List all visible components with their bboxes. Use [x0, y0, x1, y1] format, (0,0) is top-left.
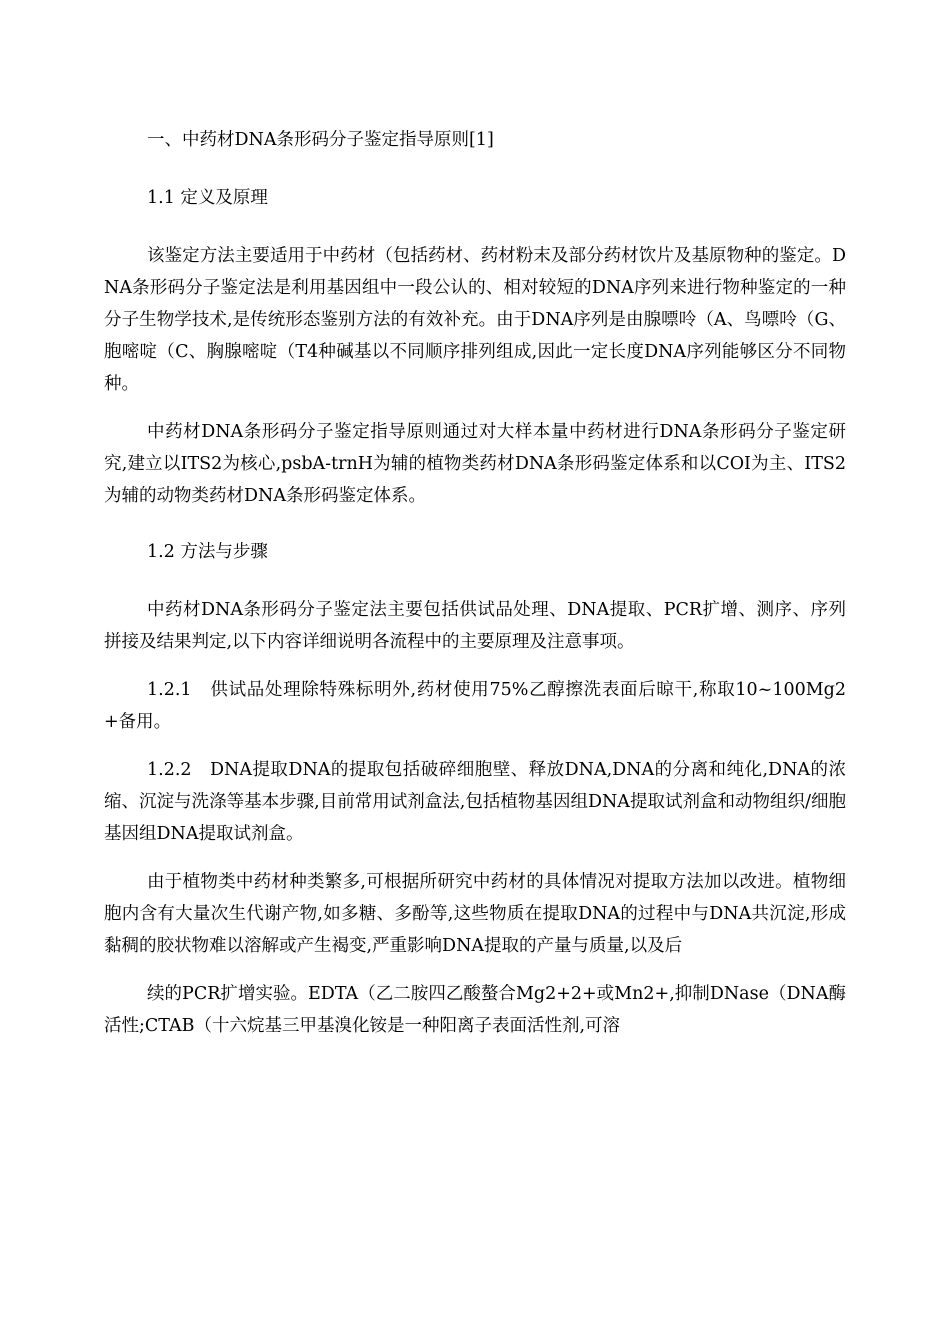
section-heading-1-1: 1.1 定义及原理 [147, 188, 268, 208]
paragraph-principle-system: 中药材DNA条形码分子鉴定指导原则通过对大样本量中药材进行DNA条形码分子鉴定研究,建立以ITS2为核心,psbA-trnH为辅的植物类药材DNA条形码鉴定体系和以COI为主、ITS2为辅的动物类药材DNA条形码鉴定体系。 [104, 422, 846, 506]
paragraph-sample-processing: 1.2.1 供试品处理除特殊标明外,药材使用75%乙醇擦洗表面后晾干,称取10~100Mg2+备用。 [104, 680, 846, 732]
paragraph-method-overview: 中药材DNA条形码分子鉴定法主要包括供试品处理、DNA提取、PCR扩增、测序、序列拼接及结果判定,以下内容详细说明各流程中的主要原理及注意事项。 [104, 600, 846, 652]
document-title: 一、中药材DNA条形码分子鉴定指导原则[1] [147, 130, 494, 150]
paragraph-plant-extraction: 由于植物类中药材种类繁多,可根据所研究中药材的具体情况对提取方法加以改进。植物细胞内含有大量次生代谢产物,如多糖、多酚等,这些物质在提取DNA的过程中与DNA共沉淀,形成黏稠的胶状物难以溶解或产生褐变,严重影响DNA提取的产量与质量,以及后 [104, 872, 846, 956]
paragraph-dna-extraction: 1.2.2 DNA提取DNA的提取包括破碎细胞壁、释放DNA,DNA的分离和纯化,DNA的浓缩、沉淀与洗涤等基本步骤,目前常用试剂盒法,包括植物基因组DNA提取试剂盒和动物组织/细胞基因组DNA提取试剂盒。 [104, 760, 846, 844]
document-body [104, 124, 846, 1058]
paragraph-pcr-reagents: 续的PCR扩增实验。EDTA（乙二胺四乙酸螯合Mg2+2+或Mn2+,抑制DNase（DNA酶活性;CTAB（十六烷基三甲基溴化铵是一种阳离子表面活性剂,可溶 [104, 984, 846, 1036]
section-heading-1-2: 1.2 方法与步骤 [147, 542, 268, 562]
paragraph-definition: 该鉴定方法主要适用于中药材（包括药材、药材粉末及部分药材饮片及基原物种的鉴定。DNA条形码分子鉴定法是利用基因组中一段公认的、相对较短的DNA序列来进行物种鉴定的一种分子生物学技术,是传统形态鉴别方法的有效补充。由于DNA序列是由腺嘌呤（A、鸟嘌呤（G、胞嘧啶（C、胸腺嘧啶（T4种碱基以不同顺序排列组成,因此一定长度DNA序列能够区分不同物种。 [104, 246, 846, 394]
